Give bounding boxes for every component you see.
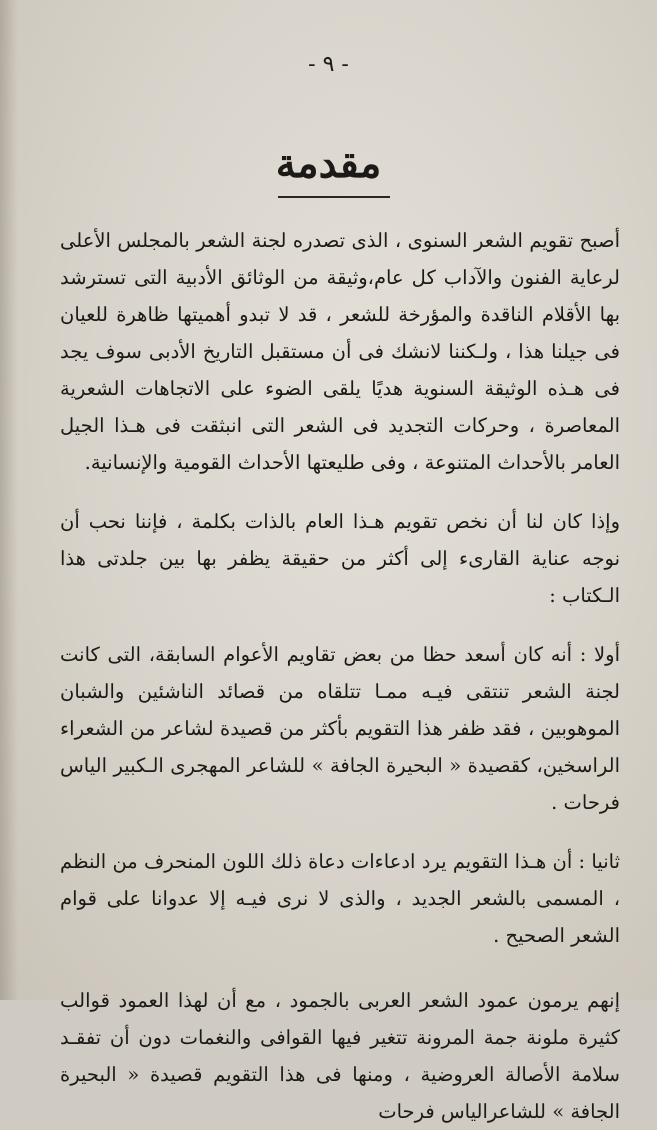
paragraph-note: وإذا كان لنا أن نخص تقويم هـذا العام بالذات بكلمة ، فإننا نحب أن نوجه عناية القارىء إلى أكثر من حقيقة يظفر بها بين جلدتى هذا الـكتاب : [60, 510, 620, 607]
heading-underline [278, 196, 390, 198]
paragraph-third: إنهم يرمون عمود الشعر العربى بالجمود ، مع أن لهذا العمود قوالب كثيرة ملونة جمة المرونة تتغير فيها القوافى والنغمات دون أن تفقـد سلامة الأصالة العروضية ، ومنها فى هذا التقويم قصيدة « البحيرة الجافة » للشاعرالياس فرحات [60, 989, 620, 1123]
paragraph-first-point: أولا : أنه كان أسعد حظا من بعض تقاويم الأعوام السابقة، التى كانت لجنة الشعر تنتقى فيـه ممـا تتلقاه من قصائد الناشئين والشبان الموهوبين ، فقد ظفر هذا التقويم بأكثر من قصيدة لشاعر من الشعراء الراسخين، كقصيدة « البحيرة الجافة » للشاعر المهجرى الـكبير الياس فرحات . [60, 643, 620, 814]
paragraph-intro: أصبح تقويم الشعر السنوى ، الذى تصدره لجنة الشعر بالمجلس الأعلى لرعاية الفنون والآداب كل عام،وثيقة من الوثائق الأدبية التى تسترشد بها الأقلام الناقدة والمؤرخة للشعر ، قد لا تبدو أهميتها ظاهرة للعيان فى جيلنا هذا ، ولـكننا لانشك فى أن مستقبل التاريخ الأدبى سوف يجد فى هـذه الوثيقة السنوية هديًا يلقى الضوء على الاتجاهات الشعرية المعاصرة ، وحركات التجديد فى الشعر التى انبثقت فى هـذا الجيل العامر بالأحداث المتنوعة ، وفى طليعتها الأحداث القومية والإنسانية. [60, 229, 620, 474]
page-heading: مقدمة [275, 140, 382, 187]
page-number: - ٩ - [308, 52, 349, 77]
paragraph-second-point: ثانيا : أن هـذا التقويم يرد ادعاءات دعاة ذلك اللون المنحرف من النظم ، المسمى بالشعر الجديد ، والذى لا نرى فيـه إلا عدوانا على قوام الشعر الصحيح . [60, 850, 620, 947]
body-text [60, 222, 620, 1130]
